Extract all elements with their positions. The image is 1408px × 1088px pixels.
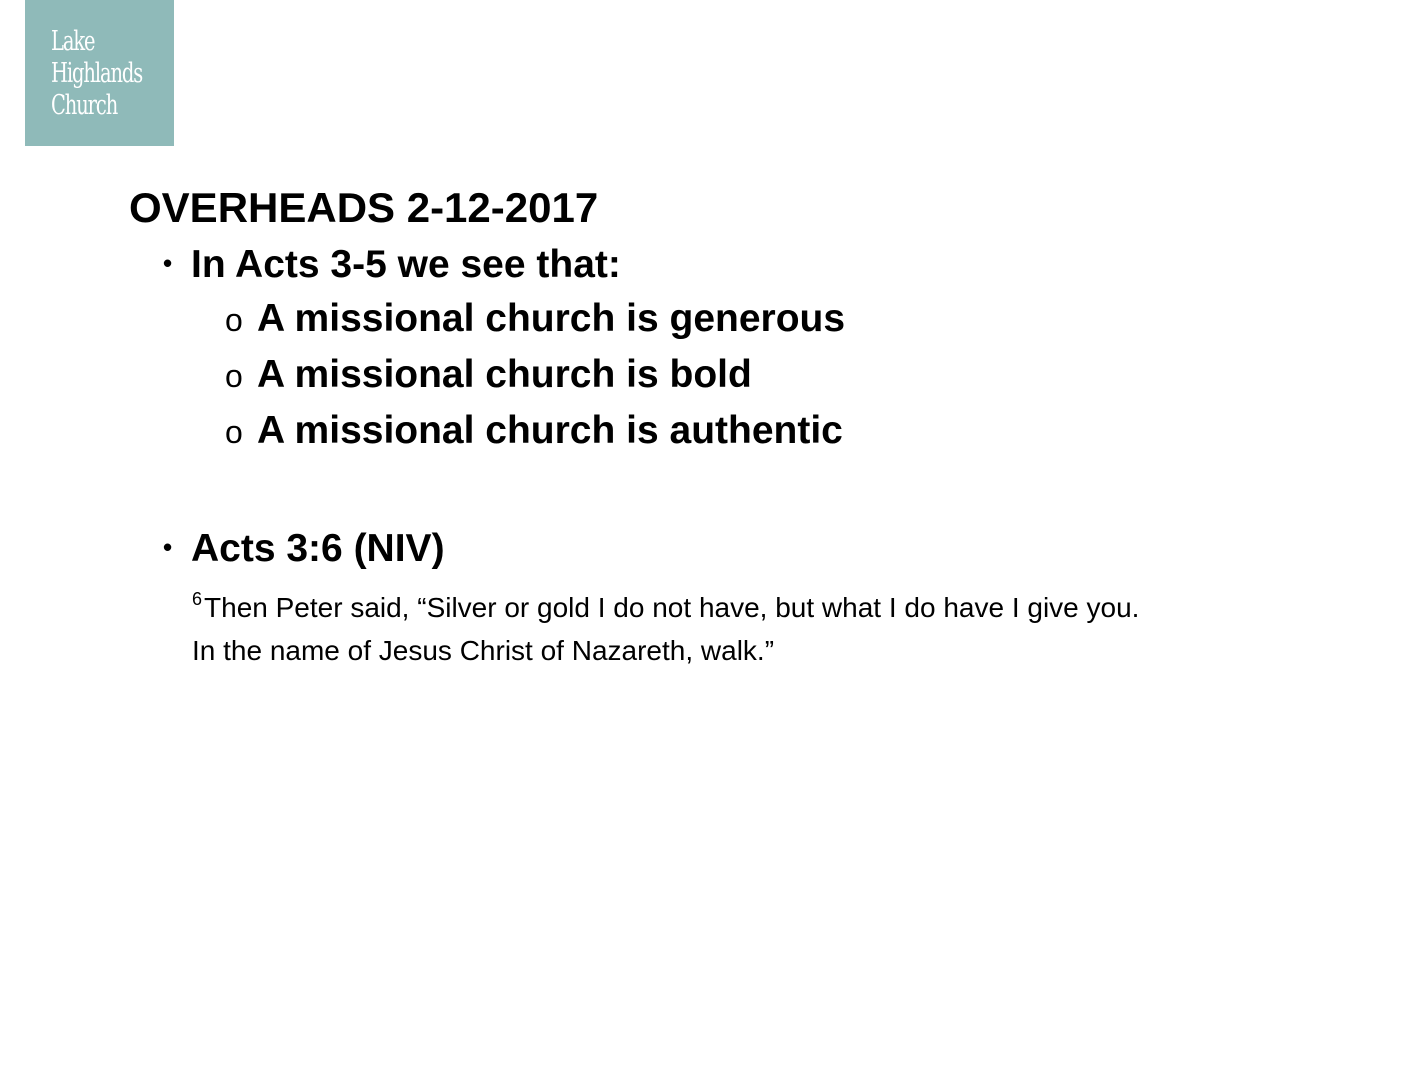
page-title: OVERHEADS 2-12-2017 bbox=[129, 184, 599, 231]
verse-text-line-2: In the name of Jesus Christ of Nazareth, walk.” bbox=[192, 635, 775, 666]
bullet-dot-icon: • bbox=[163, 248, 173, 278]
sub-bullet-icon: o bbox=[225, 302, 243, 338]
sub-item-text: A missional church is generous bbox=[257, 297, 846, 340]
sub-item-text: A missional church is authentic bbox=[257, 409, 843, 452]
logo-line-highlands: Highlands bbox=[51, 58, 143, 89]
bullet-acts-3-6 bbox=[163, 524, 445, 572]
verse-line-1 bbox=[192, 578, 1139, 629]
bullet-acts-3-5 bbox=[163, 240, 621, 288]
sub-item-generous bbox=[225, 296, 845, 343]
sub-bullet-icon: o bbox=[225, 358, 243, 394]
sub-bullet-icon: o bbox=[225, 414, 243, 450]
bullet-text: Acts 3:6 (NIV) bbox=[191, 527, 445, 570]
verse-text-line-1: Then Peter said, “Silver or gold I do not have, but what I do have I give you. bbox=[204, 592, 1140, 623]
verse-number: 6 bbox=[192, 589, 203, 609]
sub-item-text: A missional church is bold bbox=[257, 353, 752, 396]
scripture-verse bbox=[192, 578, 1139, 672]
logo-line-church: Church bbox=[51, 90, 118, 121]
church-logo bbox=[25, 0, 174, 146]
bullet-text: In Acts 3-5 we see that: bbox=[191, 243, 621, 286]
logo-line-lake: Lake bbox=[51, 26, 95, 57]
sub-item-authentic bbox=[225, 408, 843, 455]
sub-item-bold bbox=[225, 352, 752, 399]
bullet-dot-icon: • bbox=[163, 532, 173, 562]
